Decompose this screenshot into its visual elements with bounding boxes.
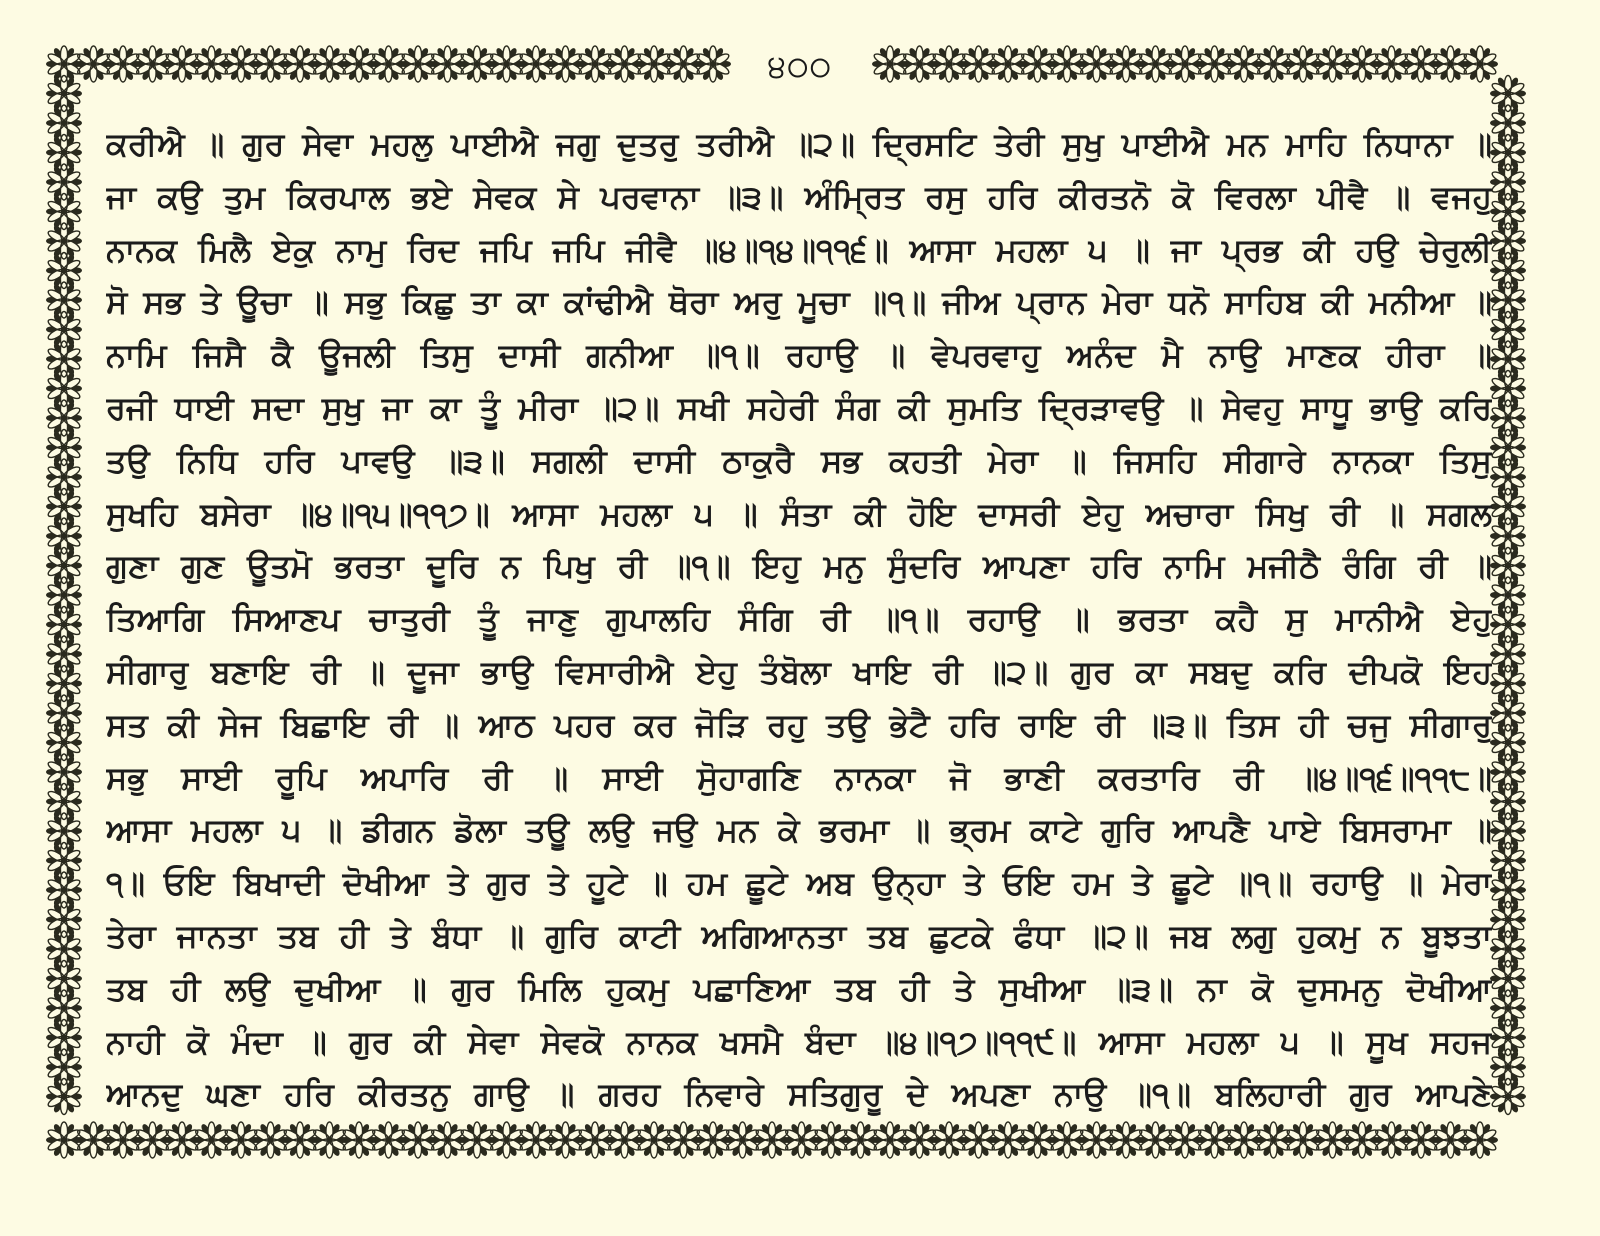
text-line: ਕਰੀਐ ॥ ਗੁਰ ਸੇਵਾ ਮਹਲੁ ਪਾਈਐ ਜਗੁ ਦੁਤਰੁ ਤਰੀਐ ॥੨॥ ਦ੍ਰਿਸਟਿ ਤੇਰੀ ਸੁਖੁ ਪਾਈਐ ਮਨ ਮਾਹਿ ਨਿਧਾਨਾ ॥ <box>106 125 1492 163</box>
text-line: ਰਜੀ ਧਾਈ ਸਦਾ ਸੁਖੁ ਜਾ ਕਾ ਤੂੰ ਮੀਰਾ ॥੨॥ ਸਖੀ ਸਹੇਰੀ ਸੰਗ ਕੀ ਸੁਮਤਿ ਦ੍ਰਿੜਾਵਉ ॥ ਸੇਵਹੁ ਸਾਧੂ ਭਾਉ ਕਰਿ <box>106 388 1492 427</box>
text-line: ਸੁਖਹਿ ਬਸੇਰਾ ॥੪॥੧੫॥੧੧੭॥ ਆਸਾ ਮਹਲਾ ੫ ॥ ਸੰਤਾ ਕੀ ਹੋਇ ਦਾਸਰੀ ਏਹੁ ਅਚਾਰਾ ਸਿਖੁ ਰੀ ॥ ਸਗਲ <box>106 494 1492 533</box>
text-line: ਸਤ ਕੀ ਸੇਜ ਬਿਛਾਇ ਰੀ ॥ ਆਠ ਪਹਰ ਕਰ ਜੋੜਿ ਰਹੁ ਤਉ ਭੇਟੈ ਹਰਿ ਰਾਇ ਰੀ ॥੩॥ ਤਿਸ ਹੀ ਚਜੁ ਸੀਗਾਰੁ <box>106 705 1492 744</box>
text-line: ਸੋ ਸਭ ਤੇ ਊਚਾ ॥ ਸਭੁ ਕਿਛੁ ਤਾ ਕਾ ਕਾਂਢੀਐ ਥੋਰਾ ਅਰੁ ਮੂਚਾ ॥੧॥ ਜੀਅ ਪ੍ਰਾਨ ਮੇਰਾ ਧਨੋ ਸਾਹਿਬ ਕੀ ਮਨੀਆ ॥ <box>106 283 1492 322</box>
scripture-text <box>106 118 1492 1114</box>
text-line: ਸਭੁ ਸਾਈ ਰੂਪਿ ਅਪਾਰਿ ਰੀ ॥ ਸਾਈ ਸੋੁਹਾਗਣਿ ਨਾਨਕਾ ਜੋ ਭਾਣੀ ਕਰਤਾਰਿ ਰੀ ॥੪॥੧੬॥੧੧੮॥ <box>106 758 1492 797</box>
text-line: ਤੇਰਾ ਜਾਨਤਾ ਤਬ ਹੀ ਤੇ ਬੰਧਾ ॥ ਗੁਰਿ ਕਾਟੀ ਅਗਿਆਨਤਾ ਤਬ ਛੁਟਕੇ ਫੰਧਾ ॥੨॥ ਜਬ ਲਗੁ ਹੁਕਮੁ ਨ ਬੂਝਤਾ <box>106 916 1492 955</box>
text-line: ਜਾ ਕਉ ਤੁਮ ਕਿਰਪਾਲ ਭਏ ਸੇਵਕ ਸੇ ਪਰਵਾਨਾ ॥੩॥ ਅੰਮ੍ਰਿਤ ਰਸੁ ਹਰਿ ਕੀਰਤਨੋ ਕੋ ਵਿਰਲਾ ਪੀਵੈ ॥ ਵਜਹੁ <box>106 177 1492 216</box>
text-line: ਨਾਮਿ ਜਿਸੈ ਕੈ ਊਜਲੀ ਤਿਸੁ ਦਾਸੀ ਗਨੀਆ ॥੧॥ ਰਹਾਉ ॥ ਵੇਪਰਵਾਹੁ ਅਨੰਦ ਮੈ ਨਾਉ ਮਾਣਕ ਹੀਰਾ ॥ <box>106 336 1492 375</box>
text-line: ਤਉ ਨਿਧਿ ਹਰਿ ਪਾਵਉ ॥੩॥ ਸਗਲੀ ਦਾਸੀ ਠਾਕੁਰੈ ਸਭ ਕਹਤੀ ਮੇਰਾ ॥ ਜਿਸਹਿ ਸੀਗਾਰੇ ਨਾਨਕਾ ਤਿਸੁ <box>106 441 1492 480</box>
text-line: ਤਿਆਗਿ ਸਿਆਣਪ ਚਾਤੁਰੀ ਤੂੰ ਜਾਣੁ ਗੁਪਾਲਹਿ ਸੰਗਿ ਰੀ ॥੧॥ ਰਹਾਉ ॥ ਭਰਤਾ ਕਹੈ ਸੁ ਮਾਨੀਐ ਏਹੁ <box>106 600 1492 639</box>
text-line: ਨਾਹੀ ਕੋ ਮੰਦਾ ॥ ਗੁਰ ਕੀ ਸੇਵਾ ਸੇਵਕੋ ਨਾਨਕ ਖਸਮੈ ਬੰਦਾ ॥੪॥੧੭॥੧੧੯॥ ਆਸਾ ਮਹਲਾ ੫ ॥ ਸੂਖ ਸਹਜ <box>106 1022 1492 1061</box>
text-line: ਸੀਗਾਰੁ ਬਣਾਇ ਰੀ ॥ ਦੂਜਾ ਭਾਉ ਵਿਸਾਰੀਐ ਏਹੁ ਤੰਬੋਲਾ ਖਾਇ ਰੀ ॥੨॥ ਗੁਰ ਕਾ ਸਬਦੁ ਕਰਿ ਦੀਪਕੋ ਇਹ <box>106 652 1492 691</box>
text-line: ੧॥ ਓਇ ਬਿਖਾਦੀ ਦੋਖੀਆ ਤੇ ਗੁਰ ਤੇ ਹੂਟੇ ॥ ਹਮ ਛੂਟੇ ਅਬ ਉਨ੍ਹਾ ਤੇ ਓਇ ਹਮ ਤੇ ਛੂਟੇ ॥੧॥ ਰਹਾਉ ॥ ਮੇਰਾ <box>106 864 1492 903</box>
page-number: ੪੦੦ <box>740 44 860 88</box>
text-line: ਆਨਦੁ ਘਣਾ ਹਰਿ ਕੀਰਤਨੁ ਗਾਉ ॥ ਗਰਹ ਨਿਵਾਰੇ ਸਤਿਗੁਰੂ ਦੇ ਅਪਣਾ ਨਾਉ ॥੧॥ ਬਲਿਹਾਰੀ ਗੁਰ ਆਪਣੇ <box>106 1075 1492 1114</box>
text-line: ਗੁਣਾ ਗੁਣ ਊਤਮੋ ਭਰਤਾ ਦੂਰਿ ਨ ਪਿਖੁ ਰੀ ॥੧॥ ਇਹੁ ਮਨੁ ਸੁੰਦਰਿ ਆਪਣਾ ਹਰਿ ਨਾਮਿ ਮਜੀਠੈ ਰੰਗਿ ਰੀ ॥ <box>106 547 1492 586</box>
text-line: ਨਾਨਕ ਮਿਲੈ ਏਕੁ ਨਾਮੁ ਰਿਦ ਜਪਿ ਜਪਿ ਜੀਵੈ ॥੪॥੧੪॥੧੧੬॥ ਆਸਾ ਮਹਲਾ ੫ ॥ ਜਾ ਪ੍ਰਭ ਕੀ ਹਉ ਚੇਰੁਲੀ <box>106 230 1492 269</box>
text-line: ਆਸਾ ਮਹਲਾ ੫ ॥ ਡੀਗਨ ਡੋਲਾ ਤਊ ਲਉ ਜਉ ਮਨ ਕੇ ਭਰਮਾ ॥ ਭ੍ਰਮ ਕਾਟੇ ਗੁਰਿ ਆਪਣੈ ਪਾਏ ਬਿਸਰਾਮਾ ॥ <box>106 811 1492 850</box>
text-line: ਤਬ ਹੀ ਲਉ ਦੁਖੀਆ ॥ ਗੁਰ ਮਿਲਿ ਹੁਕਮੁ ਪਛਾਣਿਆ ਤਬ ਹੀ ਤੇ ਸੁਖੀਆ ॥੩॥ ਨਾ ਕੋ ਦੁਸਮਨੁ ਦੋਖੀਆ <box>106 969 1492 1008</box>
